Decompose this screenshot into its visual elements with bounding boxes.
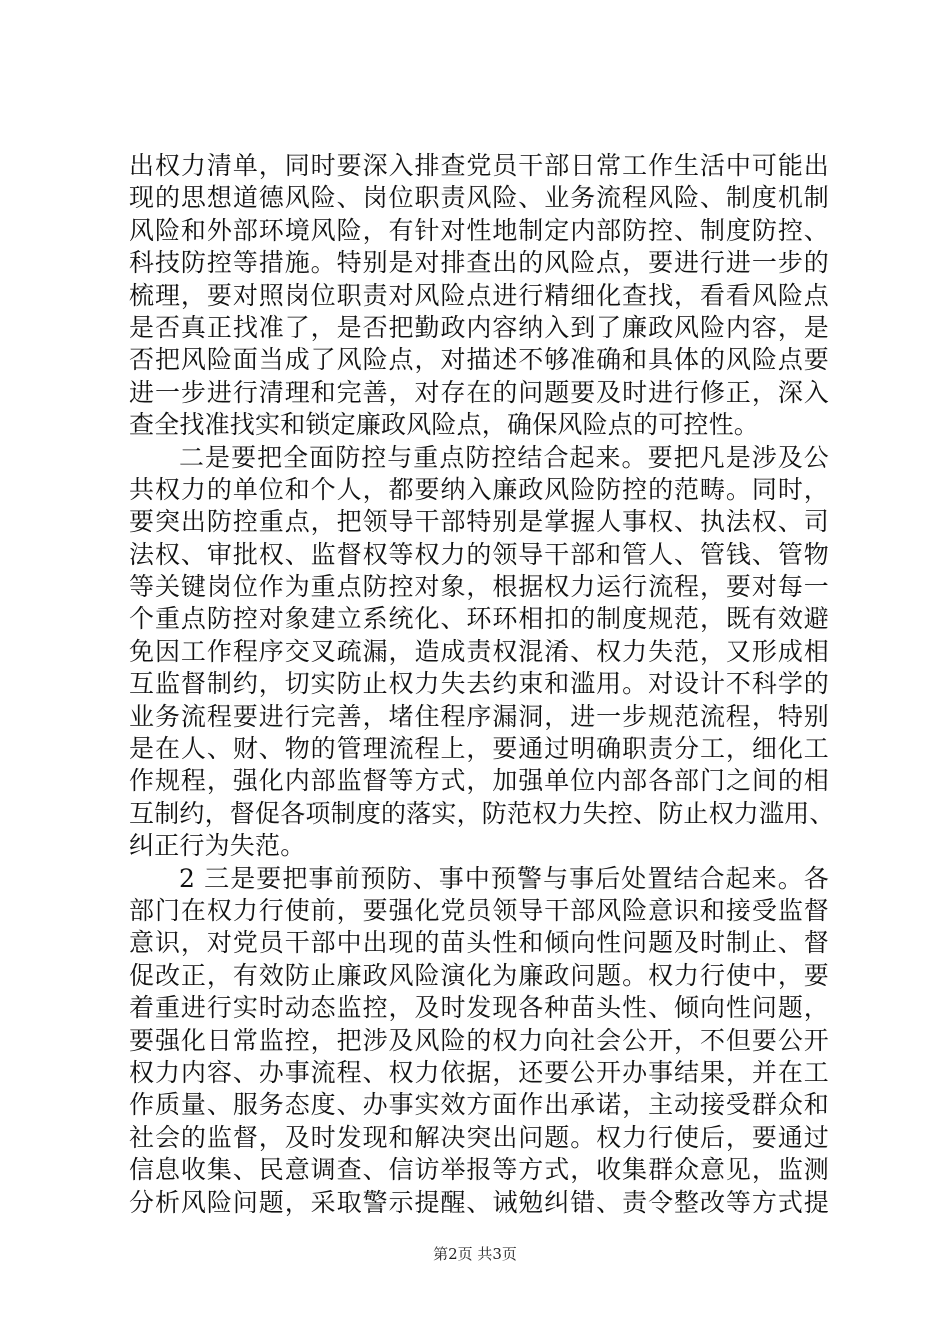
text-line: 促改正，有效防止廉政风险演化为廉政问题。权力行使中，要 xyxy=(129,960,829,990)
paragraph-start-line: 2 三是要把事前预防、事中预警与事后处置结合起来。各 xyxy=(179,863,829,893)
text-line: 等关键岗位作为重点防控对象，根据权力运行流程，要对每一 xyxy=(129,572,829,602)
text-line: 科技防控等措施。特别是对排查出的风险点，要进行进一步的 xyxy=(129,248,829,278)
text-line: 社会的监督，及时发现和解决突出问题。权力行使后，要通过 xyxy=(129,1122,829,1152)
text-line: 共权力的单位和个人，都要纳入廉政风险防控的范畴。同时， xyxy=(129,474,829,504)
text-line: 个重点防控对象建立系统化、环环相扣的制度规范，既有效避 xyxy=(129,604,829,634)
text-line: 部门在权力行使前，要强化党员领导干部风险意识和接受监督 xyxy=(129,895,829,925)
text-line: 分析风险问题，采取警示提醒、诫勉纠错、责令整改等方式提 xyxy=(129,1187,829,1217)
text-line: 风险和外部环境风险，有针对性地制定内部防控、制度防控、 xyxy=(129,215,829,245)
text-line: 现的思想道德风险、岗位职责风险、业务流程风险、制度机制 xyxy=(129,183,829,213)
page-number-label: 第2页 共3页 xyxy=(433,1245,517,1263)
text-line: 信息收集、民意调查、信访举报等方式，收集群众意见，监测 xyxy=(129,1155,829,1185)
text-line: 纠正行为失范。 xyxy=(129,831,306,861)
text-line: 免因工作程序交叉疏漏，造成责权混淆、权力失范，又形成相 xyxy=(129,636,829,666)
paragraph-start-line: 二是要把全面防控与重点防控结合起来。要把凡是涉及公 xyxy=(179,442,829,472)
page-footer xyxy=(0,1244,950,1264)
text-line: 要突出防控重点，把领导干部特别是掌握人事权、执法权、司 xyxy=(129,507,829,537)
text-line: 意识，对党员干部中出现的苗头性和倾向性问题及时制止、督 xyxy=(129,928,829,958)
text-line: 进一步进行清理和完善，对存在的问题要及时进行修正，深入 xyxy=(129,377,829,407)
text-line: 互制约，督促各项制度的落实，防范权力失控、防止权力滥用、 xyxy=(129,798,835,828)
text-line: 着重进行实时动态监控，及时发现各种苗头性、倾向性问题， xyxy=(129,993,829,1023)
text-line: 作质量、服务态度、办事实效方面作出承诺，主动接受群众和 xyxy=(129,1090,829,1120)
text-line: 查全找准找实和锁定廉政风险点，确保风险点的可控性。 xyxy=(129,410,760,440)
text-line: 法权、审批权、监督权等权力的领导干部和管人、管钱、管物 xyxy=(129,539,829,569)
text-line: 互监督制约，切实防止权力失去约束和滥用。对设计不科学的 xyxy=(129,669,829,699)
text-line: 梳理，要对照岗位职责对风险点进行精细化查找，看看风险点 xyxy=(129,280,829,310)
text-line: 要强化日常监控，把涉及风险的权力向社会公开，不但要公开 xyxy=(129,1025,829,1055)
text-line: 权力内容、办事流程、权力依据，还要公开办事结果，并在工 xyxy=(129,1057,829,1087)
text-line: 是否真正找准了，是否把勤政内容纳入到了廉政风险内容，是 xyxy=(129,312,829,342)
text-line: 是在人、财、物的管理流程上，要通过明确职责分工，细化工 xyxy=(129,734,829,764)
body-text xyxy=(129,150,835,1219)
text-line: 业务流程要进行完善，堵住程序漏洞，进一步规范流程，特别 xyxy=(129,701,829,731)
text-line: 出权力清单，同时要深入排查党员干部日常工作生活中可能出 xyxy=(129,151,829,180)
text-line: 否把风险面当成了风险点，对描述不够准确和具体的风险点要 xyxy=(129,345,829,375)
text-line: 作规程，强化内部监督等方式，加强单位内部各部门之间的相 xyxy=(129,766,829,796)
